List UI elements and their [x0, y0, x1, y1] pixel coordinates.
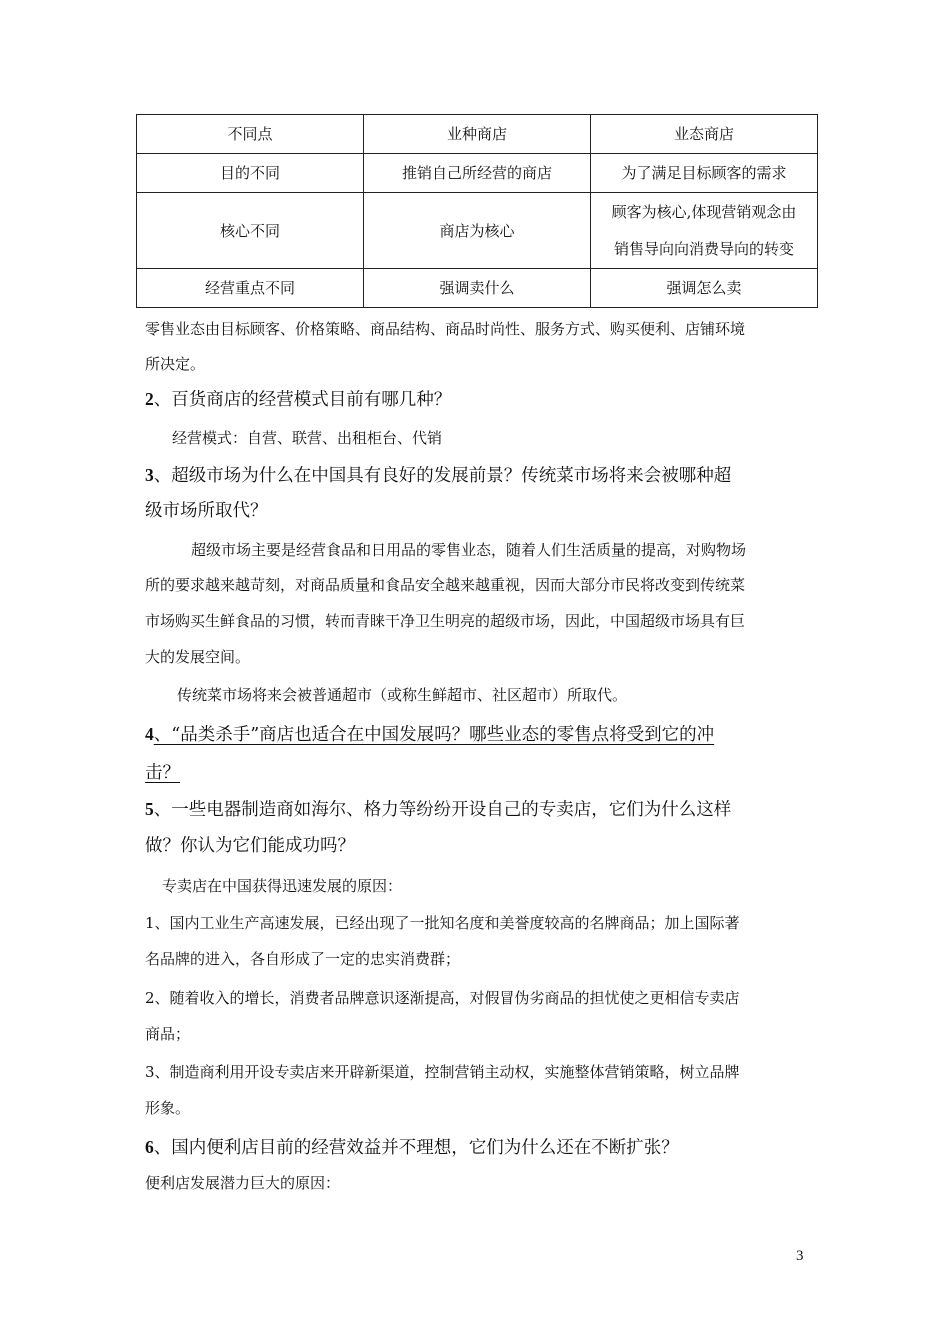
comparison-table — [136, 114, 818, 308]
question-text: 、超级市场为什么在中国具有良好的发展前景？传统菜市场将来会被哪种超 — [153, 466, 732, 486]
question-number: 3 — [145, 465, 154, 485]
answer-line: 传统菜市场将来会被普通超市（或称生鲜超市、社区超市）所取代。 — [177, 686, 628, 704]
question-number: 4 — [145, 724, 154, 744]
question-4 — [145, 721, 714, 746]
table-cell: 推销自己所经营的商店 — [364, 154, 591, 193]
table-header-row — [137, 115, 818, 154]
table-cell-multiline — [591, 193, 818, 269]
table-cell: 目的不同 — [137, 154, 364, 193]
question-text — [145, 759, 180, 784]
table-cell: 商店为核心 — [364, 193, 591, 269]
table-row — [137, 193, 818, 269]
question-2 — [145, 386, 451, 411]
answer-line: 便利店发展潜力巨大的原因： — [145, 1174, 341, 1192]
table-row — [137, 269, 818, 308]
question-text: 、国内便利店目前的经营效益并不理想，它们为什么还在不断扩张？ — [153, 1138, 679, 1158]
table-row — [137, 154, 818, 193]
answer-line: 2、随着收入的增长，消费者品牌意识逐渐提高，对假冒伪劣商品的担忧使之更相信专卖店 — [145, 989, 740, 1007]
table-cell: 为了满足目标顾客的需求 — [591, 154, 818, 193]
question-number: 5 — [145, 799, 154, 819]
question-text: 、“品类杀手”商店也适合在中国发展吗？哪些业态的零售点将受到它的冲 — [153, 725, 715, 745]
table-cell: 经营重点不同 — [137, 269, 364, 308]
table-header-cell: 不同点 — [137, 115, 364, 154]
answer-line: 商品； — [145, 1025, 191, 1043]
answer-line: 专卖店在中国获得迅速发展的原因： — [162, 877, 403, 895]
table-cell-line: 顾客为核心,体现营销观念由 — [611, 202, 797, 221]
paragraph-line: 零售业态由目标顾客、价格策略、商品结构、商品时尚性、服务方式、购买便利、店铺环境 — [145, 320, 746, 338]
paragraph-line: 所决定。 — [145, 355, 206, 373]
answer-line: 经营模式：自营、联营、出租柜台、代销 — [172, 429, 443, 447]
question-text: 做？你认为它们能成功吗？ — [145, 836, 355, 856]
question-number: 2 — [145, 389, 154, 409]
table-cell: 强调怎么卖 — [591, 269, 818, 308]
question-text: 、百货商店的经营模式目前有哪几种？ — [153, 390, 452, 410]
answer-line: 名品牌的进入，各自形成了一定的忠实消费群； — [145, 950, 461, 968]
table-cell: 强调卖什么 — [364, 269, 591, 308]
table-header-cell: 业态商店 — [591, 115, 818, 154]
question-text: 级市场所取代？ — [145, 501, 268, 521]
answer-line: 形象。 — [145, 1099, 191, 1117]
answer-line: 所的要求越来越苛刻，对商品质量和食品安全越来越重视，因而大部分市民将改变到传统菜 — [145, 576, 746, 594]
question-3 — [145, 462, 731, 487]
question-number: 6 — [145, 1137, 154, 1157]
question-text: 、一些电器制造商如海尔、格力等纷纷开设自己的专卖店，它们为什么这样 — [153, 800, 732, 820]
table-cell: 核心不同 — [137, 193, 364, 269]
answer-line: 大的发展空间。 — [145, 648, 251, 666]
answer-line: 1、国内工业生产高速发展，已经出现了一批知名度和美誉度较高的名牌商品；加上国际著 — [145, 914, 740, 932]
question-6 — [145, 1134, 679, 1159]
table-cell-line: 销售导向向消费导向的转变 — [613, 239, 794, 258]
question-5 — [145, 796, 731, 821]
answer-line: 超级市场主要是经营食品和日用品的零售业态，随着人们生活质量的提高，对购物场 — [191, 541, 747, 559]
table-header-cell: 业种商店 — [364, 115, 591, 154]
answer-line: 市场购买生鲜食品的习惯，转而青睐干净卫生明亮的超级市场，因此，中国超级市场具有巨 — [145, 612, 746, 630]
question-text-cont: 击？ — [145, 763, 180, 783]
answer-line: 3、制造商利用开设专卖店来开辟新渠道，控制营销主动权，实施整体营销策略，树立品牌 — [145, 1063, 740, 1081]
page-number: 3 — [796, 1248, 804, 1264]
